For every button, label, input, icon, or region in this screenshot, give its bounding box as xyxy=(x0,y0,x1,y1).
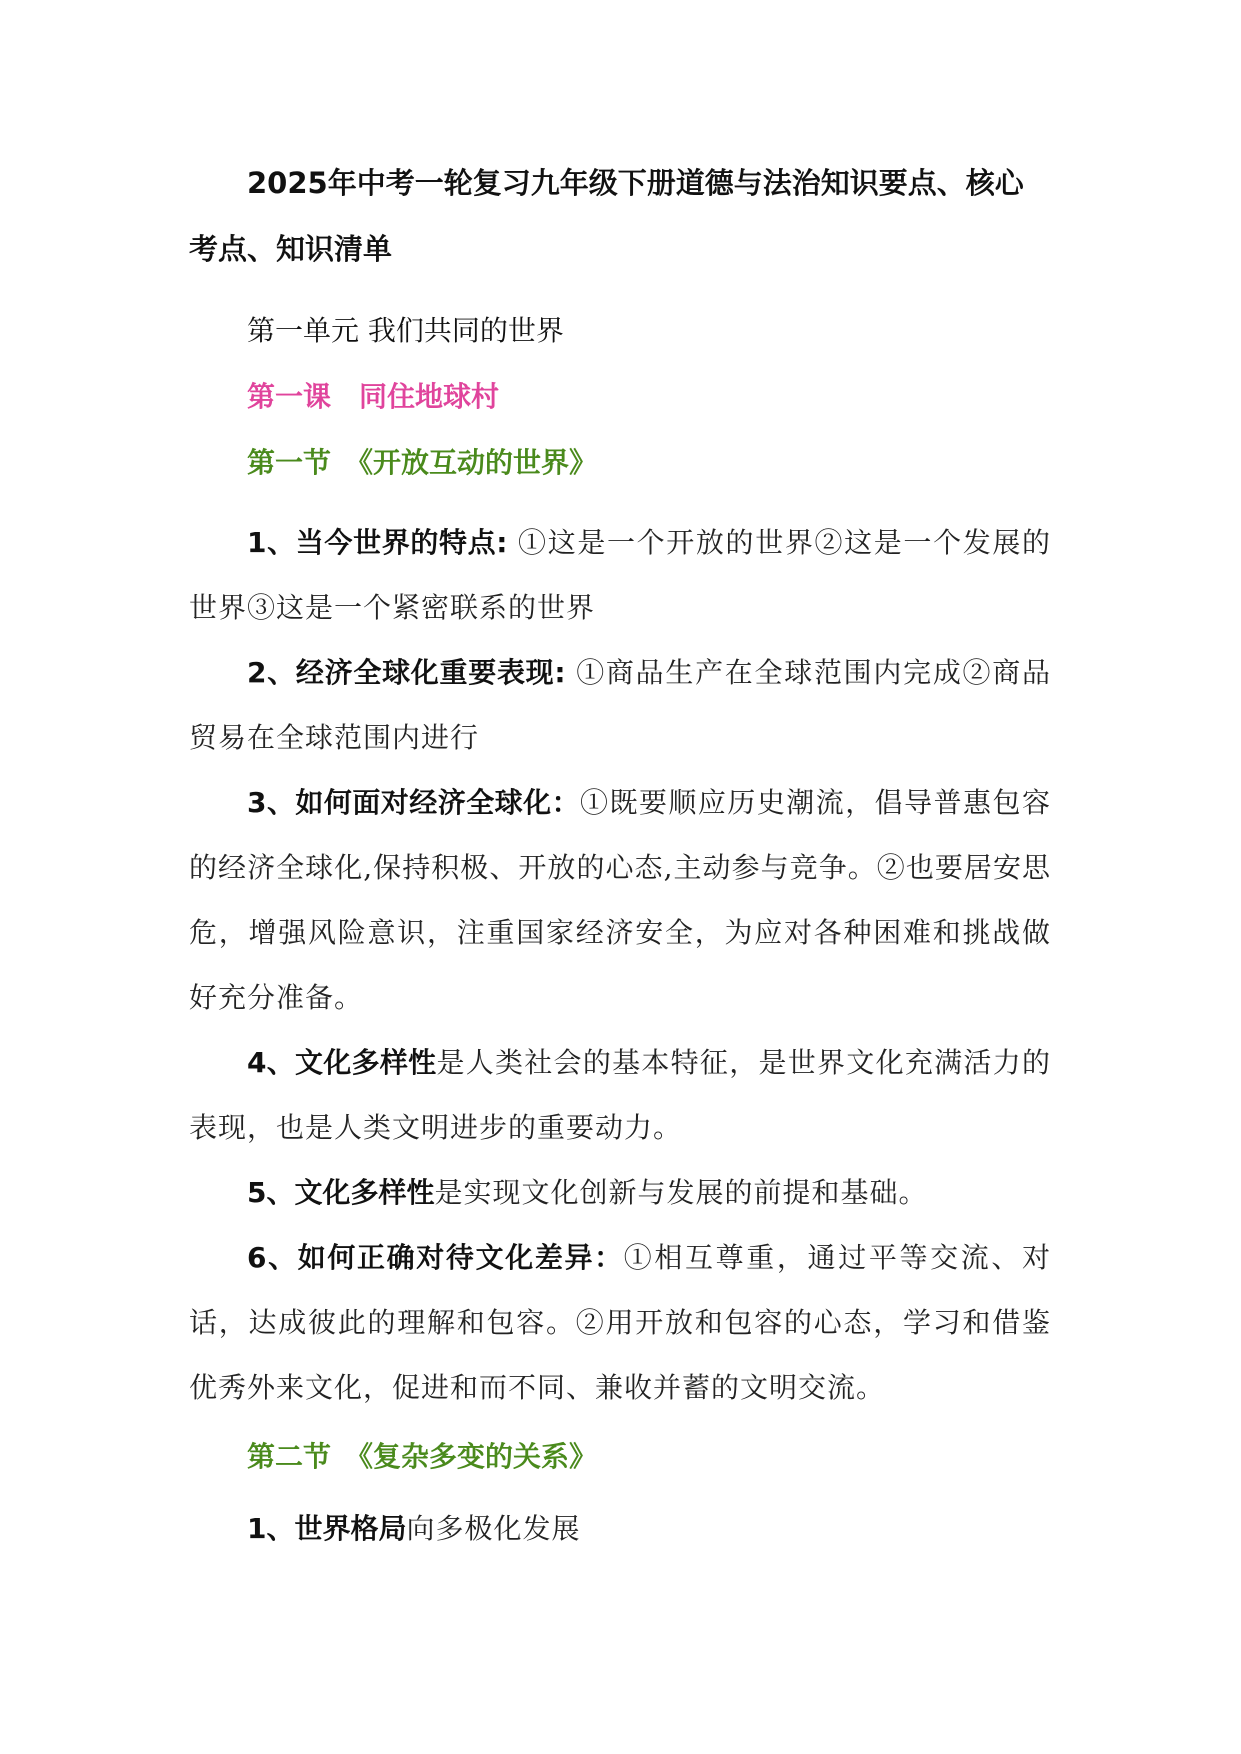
point-body: 是人类社会的基本特征，是世界文化充满活力的表现，也是人类文明进步的重要动力。 xyxy=(189,1046,1051,1144)
knowledge-point-3 xyxy=(189,770,1051,1030)
point-number: 1、 xyxy=(247,1512,295,1545)
point-keyword: 如何面对经济全球化： xyxy=(295,786,581,819)
knowledge-point-2 xyxy=(189,640,1051,770)
document-title: 2025年中考一轮复习九年级下册道德与法治知识要点、核心考点、知识清单 xyxy=(189,166,1024,266)
point-body: ①商品生产在全球范围内完成②商品贸易在全球范围内进行 xyxy=(189,656,1051,754)
lesson-heading: 第一课 同住地球村 xyxy=(247,380,500,413)
point-number: 5、 xyxy=(247,1176,295,1209)
point-body: 向多极化发展 xyxy=(406,1512,581,1545)
point-body: 是实现文化创新与发展的前提和基础。 xyxy=(434,1176,928,1209)
section-heading-2: 第二节 《复杂多变的关系》 xyxy=(247,1440,598,1473)
point-body: ①这是一个开放的世界②这是一个发展的世界③这是一个紧密联系的世界 xyxy=(189,526,1052,624)
point-number: 4、 xyxy=(247,1046,296,1079)
point-keyword: 如何正确对待文化差异： xyxy=(297,1241,624,1274)
point-keyword: 经济全球化重要表现: xyxy=(295,656,566,689)
point-number: 1、 xyxy=(247,526,296,559)
point-keyword: 文化多样性 xyxy=(295,1046,437,1079)
point-body: ①相互尊重，通过平等交流、对话，达成彼此的理解和包容。②用开放和包容的心态，学习和借鉴优秀外来文化，促进和而不同、兼收并蓄的文明交流。 xyxy=(189,1241,1051,1404)
unit-heading: 第一单元 我们共同的世界 xyxy=(247,314,564,347)
knowledge-point-6 xyxy=(189,1225,1051,1420)
section-heading-1: 第一节 《开放互动的世界》 xyxy=(247,446,598,479)
knowledge-point-1 xyxy=(189,510,1051,640)
knowledge-point-5 xyxy=(189,1160,1051,1225)
point-keyword: 世界格局 xyxy=(294,1512,407,1545)
knowledge-point-4 xyxy=(189,1030,1051,1160)
point-number: 3、 xyxy=(247,786,296,819)
point-number: 6、 xyxy=(247,1241,298,1274)
point-keyword: 当今世界的特点: xyxy=(295,526,508,559)
point-number: 2、 xyxy=(247,656,296,689)
point-keyword: 文化多样性 xyxy=(294,1176,435,1209)
point-body: ①既要顺应历史潮流，倡导普惠包容的经济全球化,保持积极、开放的心态,主动参与竞争。②也要居安思危，增强风险意识，注重国家经济安全，为应对各种困难和挑战做好充分准备。 xyxy=(189,786,1051,1014)
document-content xyxy=(189,150,1051,1561)
knowledge-point-7 xyxy=(189,1496,1051,1561)
